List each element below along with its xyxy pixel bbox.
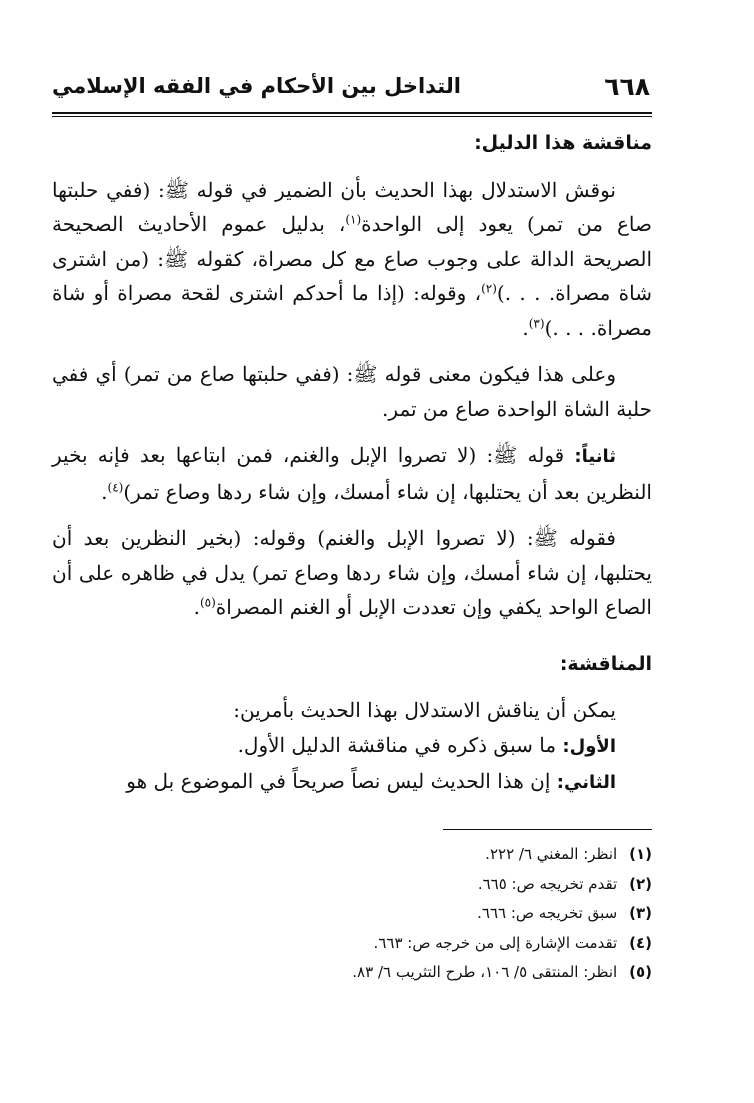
footnote-number: (٢) [629, 874, 652, 893]
footnote: (١) انظر: المغني ٦/ ٢٢٢. [52, 840, 652, 870]
footnote: (٥) انظر: المنتقى ٥/ ١٠٦، طرح التثريب ٦/ ٨٣. [52, 958, 652, 988]
page-number: ٦٦٨ [604, 72, 650, 101]
paragraph: الثاني: إن هذا الحديث ليس نصاً صريحاً في الموضوع بل هو [126, 769, 616, 793]
footnote-ref[interactable]: (٥) [199, 595, 216, 610]
paragraph-lead: الثاني: [556, 772, 616, 793]
header-rule-thin [52, 116, 652, 117]
footnote-number: (١) [629, 845, 652, 863]
paragraph: يمكن أن يناقش الاستدلال بهذا الحديث بأمرين: [233, 698, 616, 722]
main-text [52, 126, 652, 801]
paragraph: وعلى هذا فيكون معنى قوله ﷺ: (ففي حلبتها صاع من تمر) أي ففي حلبة الشاة الواحدة صاع من تمر. [52, 362, 652, 421]
paragraph: الأول: ما سبق ذكره في مناقشة الدليل الأول. [237, 732, 616, 757]
footnote-ref[interactable]: (٤) [107, 479, 124, 494]
footnote-ref[interactable]: (١) [345, 212, 362, 227]
page-header [52, 70, 652, 110]
paragraph-lead: ثانياً: [574, 446, 616, 467]
footnotes [52, 840, 652, 988]
footnote: (٤) تقدمت الإشارة إلى من خرجه ص: ٦٦٣. [52, 929, 652, 959]
footnote-number: (٣) [629, 904, 652, 922]
footnote-ref[interactable]: (٣) [528, 315, 545, 330]
header-rule [52, 112, 652, 114]
footnote-ref[interactable]: (٢) [481, 281, 497, 296]
paragraph: نوقش الاستدلال بهذا الحديث بأن الضمير في قوله ﷺ: (ففي حلبتها صاع من تمر) يعود إلى الواحدة$^{(١)}$، بدليل عموم الأحاديث الصحيحة الصريحة الدالة على وجوب صاع مع كل مصراة، كقوله ﷺ: (من اشترى شاة مصراة. . . .)$^{(٢)}$، وقوله: (إذا ما أحدكم اشترى لقحة مصراة أو شاة مصراة. . . .)$^{(٣)}$. [52, 177, 652, 340]
running-title: التداخل بين الأحكام في الفقه الإسلامي [52, 74, 461, 98]
footnote: (٢) تقدم تخريجه ص: ٦٦٥. [52, 870, 652, 900]
section-heading-discussion: المناقشة: [559, 652, 652, 675]
footnote-number: (٥) [629, 963, 652, 981]
footnote-separator [443, 829, 652, 830]
paragraph-lead: الأول: [562, 735, 616, 757]
footnote-number: (٤) [629, 933, 652, 952]
footnote: (٣) سبق تخريجه ص: ٦٦٦. [52, 899, 652, 929]
paragraph: ثانياً: قوله ﷺ: (لا تصروا الإبل والغنم، فمن ابتاعها بعد فإنه بخير النظرين بعد أن يحتلبها، إن شاء أمسك، وإن شاء ردها وصاع تمر)$^{(٤)}$. [52, 443, 652, 504]
paragraph: فقوله ﷺ: (لا تصروا الإبل والغنم) وقوله: (بخير النظرين بعد أن يحتلبها، إن شاء أمسك، وإن شاء ردها وصاع تمر) يدل في ظاهره على أن الصاع الواحد يكفي وإن تعددت الإبل أو الغنم المصراة$^{(٥)}$. [52, 526, 652, 619]
section-heading-discussion-of-evidence: مناقشة هذا الدليل: [474, 132, 652, 154]
